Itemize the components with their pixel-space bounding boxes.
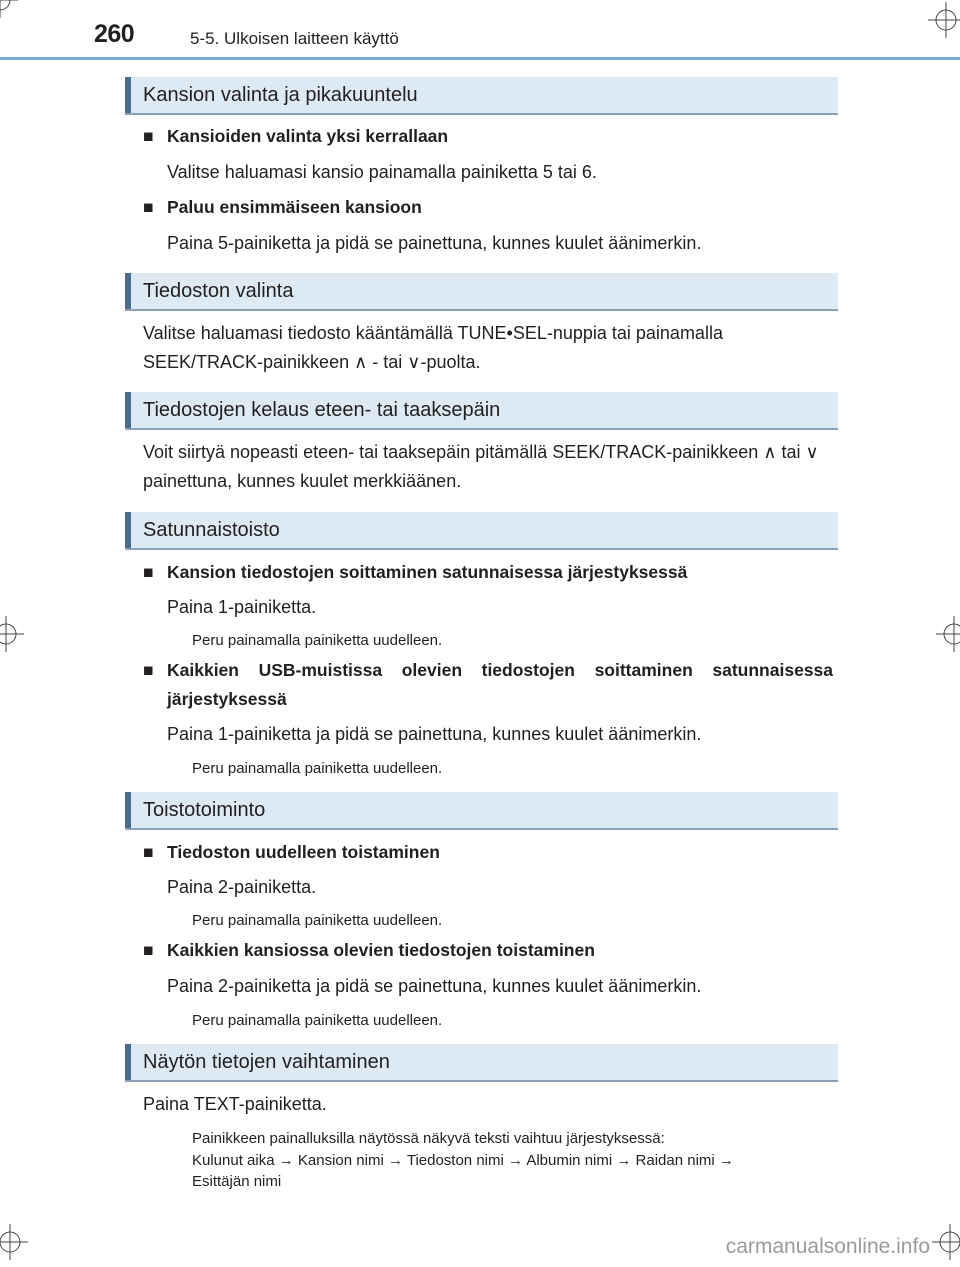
instruction-text: Valitse haluamasi tiedosto kääntämällä TUNE•SEL-nuppia tai painamalla SEEK/TRACK-painikkeen ∧ - tai ∨-puolta.: [143, 323, 723, 372]
section-title: Kansion valinta ja pikakuuntelu: [143, 84, 418, 106]
registration-mark-top-right: [928, 2, 960, 38]
section-title: Tiedostojen kelaus eteen- tai taaksepäin: [143, 399, 501, 421]
note-text: Kulunut aika → Kansion nimi → Tiedoston nimi → Albumin nimi → Raidan nimi →: [192, 1152, 734, 1169]
section-fast-seek-header: [125, 392, 838, 430]
bullet-square-icon: ■: [143, 197, 154, 217]
sub-heading: ■ Kaikkien USB-muistissa olevien tiedostojen soittaminen satunnaisessa järjestyksessä: [143, 656, 833, 714]
section-title: Tiedoston valinta: [143, 280, 294, 302]
note-text: Peru painamalla painiketta uudelleen.: [192, 760, 443, 777]
note-text: Peru painamalla painiketta uudelleen.: [192, 1012, 443, 1029]
section-title: Toistotoiminto: [143, 799, 266, 821]
section-title: Näytön tietojen vaihtaminen: [143, 1051, 390, 1073]
registration-mark-mid-left: [0, 616, 24, 652]
header-divider: [0, 57, 960, 60]
note-text: Esittäjän nimi: [192, 1173, 282, 1190]
instruction-text: Paina 2-painiketta.: [167, 877, 317, 897]
instruction-text: Paina TEXT-painiketta.: [143, 1094, 327, 1114]
instruction-text: Paina 5-painiketta ja pidä se painettuna, kunnes kuulet äänimerkin.: [167, 233, 702, 253]
bullet-square-icon: ■: [143, 126, 154, 146]
sub-heading: ■ Kaikkien kansiossa olevien tiedostojen toistaminen: [143, 936, 833, 965]
registration-mark-bottom-right: [932, 1224, 960, 1260]
note-text: Painikkeen painalluksilla näytössä näkyvä teksti vaihtuu järjestyksessä:: [192, 1130, 665, 1147]
section-display-header: [125, 1044, 838, 1082]
note-text: Peru painamalla painiketta uudelleen.: [192, 912, 443, 929]
watermark: carmanualsonline.info: [725, 1235, 930, 1258]
sub-heading: ■ Kansioiden valinta yksi kerrallaan: [143, 122, 833, 151]
bullet-square-icon: ■: [143, 562, 154, 582]
page-number: 260: [94, 20, 135, 48]
section-file-select-header: [125, 273, 838, 311]
sub-heading: ■ Kansion tiedostojen soittaminen satunnaisessa järjestyksessä: [143, 558, 833, 587]
registration-mark-top-left: [0, 0, 18, 18]
instruction-text: Paina 1-painiketta ja pidä se painettuna, kunnes kuulet äänimerkin.: [167, 724, 702, 744]
sub-heading: ■ Tiedoston uudelleen toistaminen: [143, 838, 833, 867]
sub-heading: ■ Paluu ensimmäiseen kansioon: [143, 193, 833, 222]
instruction-text: Valitse haluamasi kansio painamalla painiketta 5 tai 6.: [167, 162, 597, 182]
instruction-text: Voit siirtyä nopeasti eteen- tai taaksepäin pitämällä SEEK/TRACK-painikkeen ∧ tai ∨ painettuna, kunnes kuulet merkkiäänen.: [143, 442, 819, 491]
registration-mark-bottom-left: [0, 1224, 28, 1260]
bullet-square-icon: ■: [143, 660, 154, 680]
instruction-text: Paina 1-painiketta.: [167, 597, 317, 617]
section-random-header: [125, 512, 838, 550]
bullet-square-icon: ■: [143, 940, 154, 960]
section-title: Satunnaistoisto: [143, 519, 280, 541]
note-text: Peru painamalla painiketta uudelleen.: [192, 632, 443, 649]
chapter-title: 5-5. Ulkoisen laitteen käyttö: [190, 29, 399, 48]
bullet-square-icon: ■: [143, 842, 154, 862]
registration-mark-mid-right: [936, 616, 960, 652]
section-repeat-header: [125, 792, 838, 830]
section-folder-select-header: [125, 77, 838, 115]
instruction-text: Paina 2-painiketta ja pidä se painettuna, kunnes kuulet äänimerkin.: [167, 976, 702, 996]
